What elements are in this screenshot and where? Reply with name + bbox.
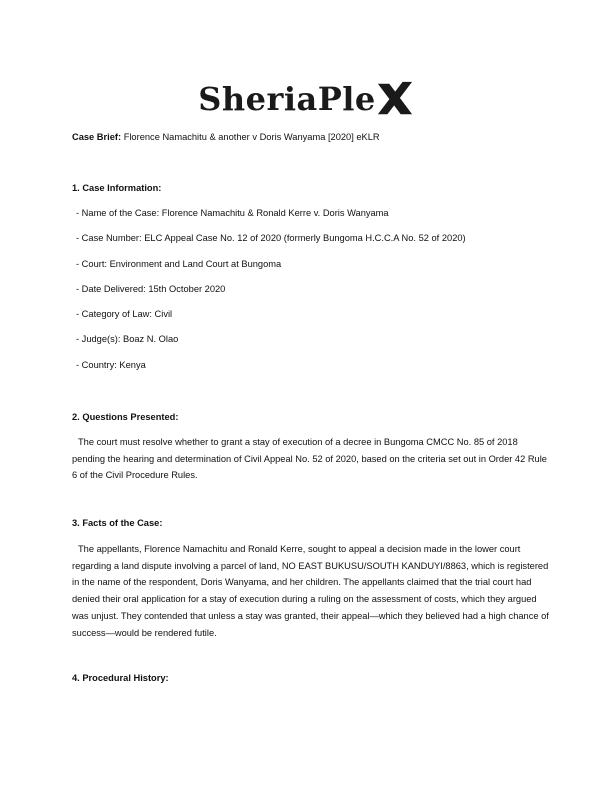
case-info-date: - Date Delivered: 15th October 2020	[76, 284, 226, 294]
case-info-name: - Name of the Case: Florence Namachitu & Ronald Kerre v. Doris Wanyama	[76, 208, 389, 218]
case-info-country: - Country: Kenya	[76, 360, 146, 370]
case-brief-line	[72, 131, 380, 143]
case-brief-label: Case Brief:	[72, 132, 122, 142]
case-info-category: - Category of Law: Civil	[76, 309, 173, 319]
section-heading-questions: 2. Questions Presented:	[72, 412, 179, 422]
section-heading-case-information: 1. Case Information:	[72, 183, 162, 193]
facts-paragraph: The appellants, Florence Namachitu and Ronald Kerre, sought to appeal a decision made in the lower court regarding a land dispute involving a parcel of land, NO EAST BUKUSU/SOUTH KANDUYI/8863, which is registered in the name of the respondent, Doris Wanyama, and her children. The appellants claimed that the trial court had denied their oral application for a stay of execution during a ruling on the assessment of costs, which they argued was unjust. They contended that unless a stay was granted, their appeal—which they believed had a high chance of success—would be rendered futile.	[72, 544, 549, 638]
brand-name: SheriaPle	[198, 80, 376, 118]
section-heading-procedural-history: 4. Procedural History:	[72, 673, 169, 683]
brand-logo	[0, 78, 612, 120]
x-mark-icon	[376, 80, 414, 118]
questions-paragraph: The court must resolve whether to grant a stay of execution of a decree in Bungoma CMCC No. 85 of 2018 pending the hearing and determination of Civil Appeal No. 52 of 2020, based on the criteria set out in Order 42 Rule 6 of the Civil Procedure Rules.	[72, 437, 547, 481]
section-heading-facts: 3. Facts of the Case:	[72, 518, 163, 528]
case-info-number: - Case Number: ELC Appeal Case No. 12 of 2020 (formerly Bungoma H.C.C.A No. 52 of 2020)	[76, 233, 466, 243]
case-info-court: - Court: Environment and Land Court at Bungoma	[76, 259, 282, 269]
case-info-judge: - Judge(s): Boaz N. Olao	[76, 334, 179, 344]
case-brief-title: Florence Namachitu & another v Doris Wanyama [2020] eKLR	[123, 132, 380, 142]
